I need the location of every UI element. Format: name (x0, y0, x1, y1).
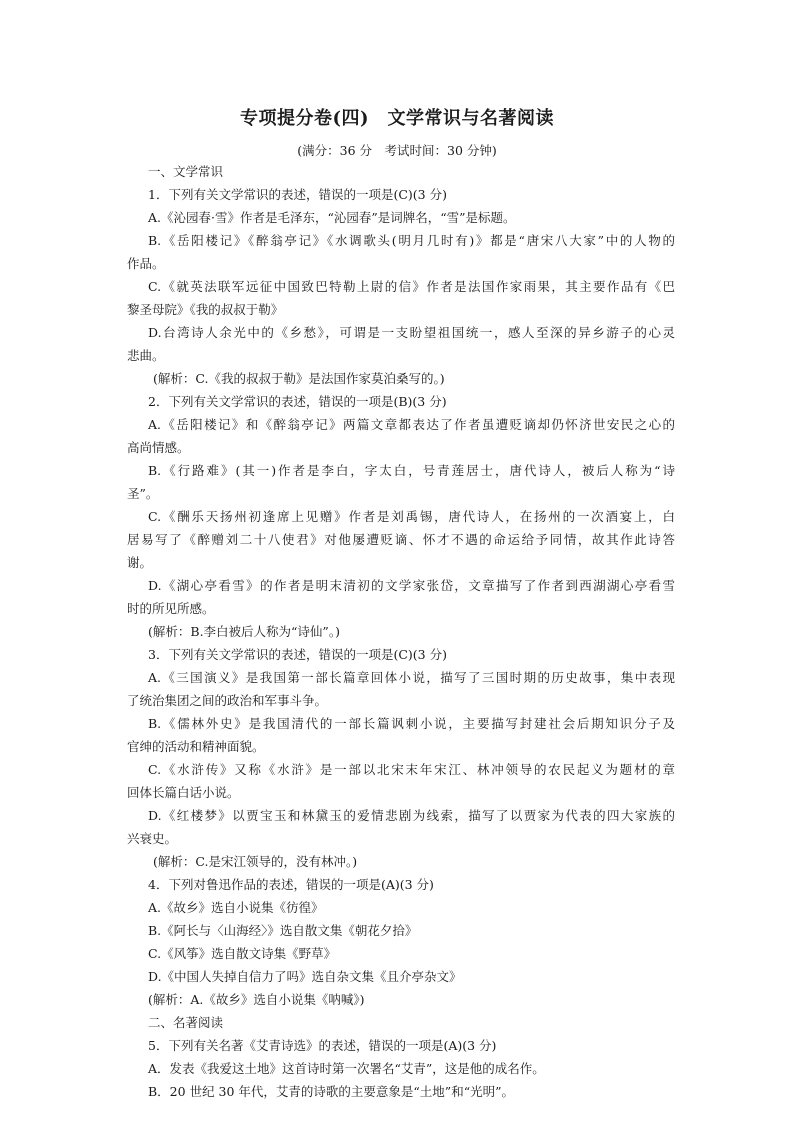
text-line: A.《三国演义》是我国第一部长篇章回体小说，描写了三国时期的历史故事，集中表现 (148, 670, 675, 685)
text-line: C.《风筝》选自散文诗集《野草》 (148, 946, 337, 961)
text-line: 官绅的活动和精神面貌。 (127, 739, 265, 754)
text-line: B.《行路难》(其一)作者是李白，字太白，号青莲居士，唐代诗人，被后人称为“诗 (148, 463, 675, 478)
text-line: D.《中国人失掉自信力了吗》选自杂文集《且介亭杂文》 (148, 969, 462, 984)
text-line: C.《就英法联军远征中国致巴特勒上尉的信》作者是法国作家雨果，其主要作品有《巴 (148, 279, 675, 294)
text-line: A.《沁园春·雪》作者是毛泽东，“沁园春”是词牌名，“雪”是标题。 (148, 210, 516, 225)
text-line: 黎圣母院》《我的叔叔于勒》 (127, 302, 284, 317)
text-line: (解析：A.《故乡》选自小说集《呐喊》) (148, 992, 365, 1007)
text-line: B.《岳阳楼记》《醉翁亭记》《水调歌头(明月几时有)》都是“唐宋八大家”中的人物的 (148, 233, 675, 248)
text-line: 谢。 (127, 555, 153, 570)
text-line: 3．下列有关文学常识的表述，错误的一项是(C)(3 分) (148, 647, 447, 662)
text-line: A.《岳阳楼记》和《醉翁亭记》两篇文章都表达了作者虽遭贬谪却仍怀济世安民之心的 (148, 417, 675, 432)
text-line: B.《阿长与〈山海经〉》选自散文集《朝花夕拾》 (148, 923, 418, 938)
exam-info: (满分：36 分 考试时间：30 分钟) (297, 143, 497, 158)
text-line: 4．下列对鲁迅作品的表述，错误的一项是(A)(3 分) (148, 877, 434, 892)
text-line: 兴衰史。 (127, 831, 178, 846)
page-title: 专项提分卷(四) 文学常识与名著阅读 (239, 108, 555, 129)
text-line: 居易写了《醉赠刘二十八使君》对他屡遭贬谪、怀才不遇的命运给予同情，故其作此诗答 (127, 532, 675, 547)
text-line: 一、文学常识 (148, 164, 224, 179)
text-line: 二、名著阅读 (148, 1015, 224, 1030)
text-line: C.《水浒传》又称《水浒》是一部以北宋末年宋江、林冲领导的农民起义为题材的章 (148, 762, 675, 777)
text-line: A.《故乡》选自小说集《彷徨》 (148, 900, 324, 915)
text-line: 圣”。 (127, 486, 159, 501)
text-line: B.《儒林外史》是我国清代的一部长篇讽刺小说，主要描写封建社会后期知识分子及 (148, 716, 675, 731)
text-line: (解析：B.李白被后人称为“诗仙”。) (148, 624, 340, 639)
text-line: 悲曲。 (127, 348, 165, 363)
text-line: 回体长篇白话小说。 (127, 785, 240, 800)
text-line: 高尚情感。 (127, 440, 190, 455)
text-line: C.《酬乐天扬州初逢席上见赠》作者是刘禹锡，唐代诗人，在扬州的一次酒宴上，白 (148, 509, 675, 524)
document-body (127, 160, 675, 1103)
text-line: (解析：C.《我的叔叔于勒》是法国作家莫泊桑写的。) (153, 371, 445, 386)
text-line: 1．下列有关文学常识的表述，错误的一项是(C)(3 分) (148, 187, 447, 202)
text-line: D.《湖心亭看雪》的作者是明末清初的文学家张岱，文章描写了作者到西湖湖心亭看雪 (148, 578, 675, 593)
text-line: A．发表《我爱这土地》这首诗时第一次署名“艾青”，这是他的成名作。 (148, 1061, 545, 1076)
text-line: 5．下列有关名著《艾青诗选》的表述，错误的一项是(A)(3 分) (148, 1038, 497, 1053)
text-line: 2．下列有关文学常识的表述，错误的一项是(B)(3 分) (148, 394, 447, 409)
text-line: 时的所见所感。 (127, 601, 215, 616)
text-line: D.台湾诗人余光中的《乡愁》，可谓是一支盼望祖国统一，感人至深的异乡游子的心灵 (148, 325, 675, 340)
text-line: D.《红楼梦》以贾宝玉和林黛玉的爱情悲剧为线索，描写了以贾家为代表的四大家族的 (148, 808, 675, 823)
text-line: 了统治集团之间的政治和军事斗争。 (127, 693, 328, 708)
text-line: 作品。 (127, 256, 165, 271)
text-line: (解析：C.是宋江领导的，没有林冲。) (153, 854, 358, 869)
text-line: B．20 世纪 30 年代，艾青的诗歌的主要意象是“土地”和“光明”。 (148, 1084, 514, 1099)
